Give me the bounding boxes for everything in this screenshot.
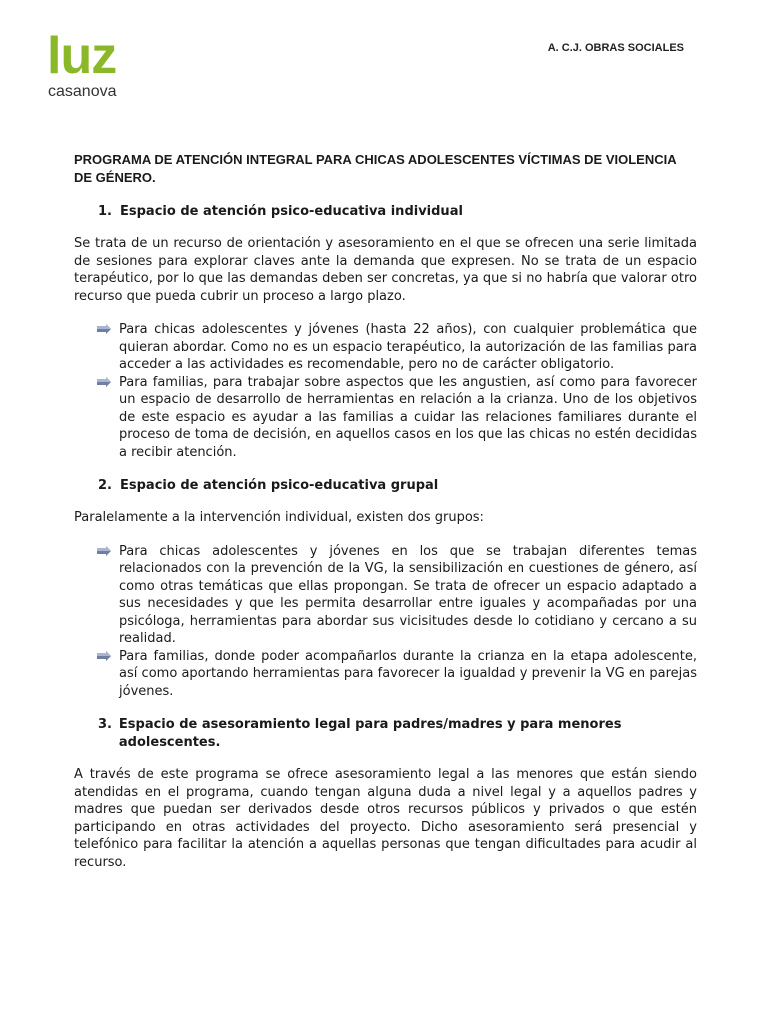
bullet-text: Para chicas adolescentes y jóvenes (hasta 22 años), con cualquier problemática que quieran abordar. Como no es un espacio terapéutico, la autorización de las familias para acceder a las actividades es recomendable, pero no de carácter obligatorio. [119,322,697,372]
bullet-arrow-icon [97,651,111,661]
bullet-arrow-icon [97,324,111,334]
organization-name: A. C.J. OBRAS SOCIALES [547,42,684,54]
section-title: Espacio de asesoramiento legal para padres/madres y para menores adolescentes. [118,717,622,750]
bullet-text: Para familias, donde poder acompañarlos durante la crianza en la etapa adolescente, así como aportando herramientas para favorecer la igualdad y prevenir la VG en parejas jóvenes. [119,648,697,699]
bullet-arrow-icon [97,546,111,556]
bullet-text: Para familias, para trabajar sobre aspectos que les angustien, así como para favorecer un espacio de desarrollo de herramientas en relación a la crianza. Uno de los objetivos de este espacio es ayudar a las familias a cuidar las relaciones familiares durante el proceso de toma de decisión, en aquellos casos en los que las chicas no estén decididas a recibir atención. [119,374,697,460]
luz-casanova-logo [47,27,127,104]
section-2-bullet-list [74,543,697,701]
section-number: 1. [98,204,112,219]
list-item [97,648,697,701]
list-item [97,374,697,462]
list-item [97,321,697,374]
section-title: Espacio de atención psico-educativa grupal [120,478,439,493]
section-1-paragraph: Se trata de un recurso de orientación y asesoramiento en el que se ofrecen una serie limitada de sesiones para explorar claves ante la demanda que expresen. No se trata de un espacio terapéutico, por lo que las demandas deben ser concretas, ya que si no habría que valorar otro recurso que pueda cubrir un proceso a largo plazo. [74,236,697,304]
section-1-bullet-list [74,321,697,461]
section-2-paragraph: Paralelamente a la intervención individual, existen dos grupos: [74,510,484,525]
section-3-heading [98,716,697,752]
bullet-text: Para chicas adolescentes y jóvenes en los que se trabajan diferentes temas relacionados con la prevención de la VG, la sensibilización en cuestiones de género, así como otras temáticas que ellas propongan. Se trata de ofrecer un espacio adaptado a sus necesidades y que les permita desarrollar entre iguales y acompañadas por una psicóloga, herramientas para abordar sus vicisitudes desde lo cotidiano y cercano a su realidad. [119,543,697,646]
document-title: PROGRAMA DE ATENCIÓN INTEGRAL PARA CHICAS ADOLESCENTES VÍCTIMAS DE VIOLENCIA DE GÉNERO. [74,152,677,185]
document-body [74,151,697,887]
section-number: 3. [98,717,112,732]
section-title: Espacio de atención psico-educativa individual [120,204,463,219]
section-number: 2. [98,478,112,493]
bullet-arrow-icon [97,377,111,387]
section-3-paragraph: A través de este programa se ofrece asesoramiento legal a las menores que están siendo atendidas en el programa, cuando tengan alguna duda a nivel legal y a aquellos padres y madres que puedan ser derivados desde otros recursos públicos y privados o que estén participando en otras actividades del proyecto. Dicho asesoramiento será presencial y telefónico para facilitar la atención a aquellas personas que tengan dificultades para acudir al recurso. [74,767,697,870]
list-item [97,543,697,648]
section-1-heading [98,203,697,221]
logo-luz-text: luz [47,27,117,85]
logo-casanova-text: casanova [48,83,117,100]
section-2-heading [98,477,697,495]
